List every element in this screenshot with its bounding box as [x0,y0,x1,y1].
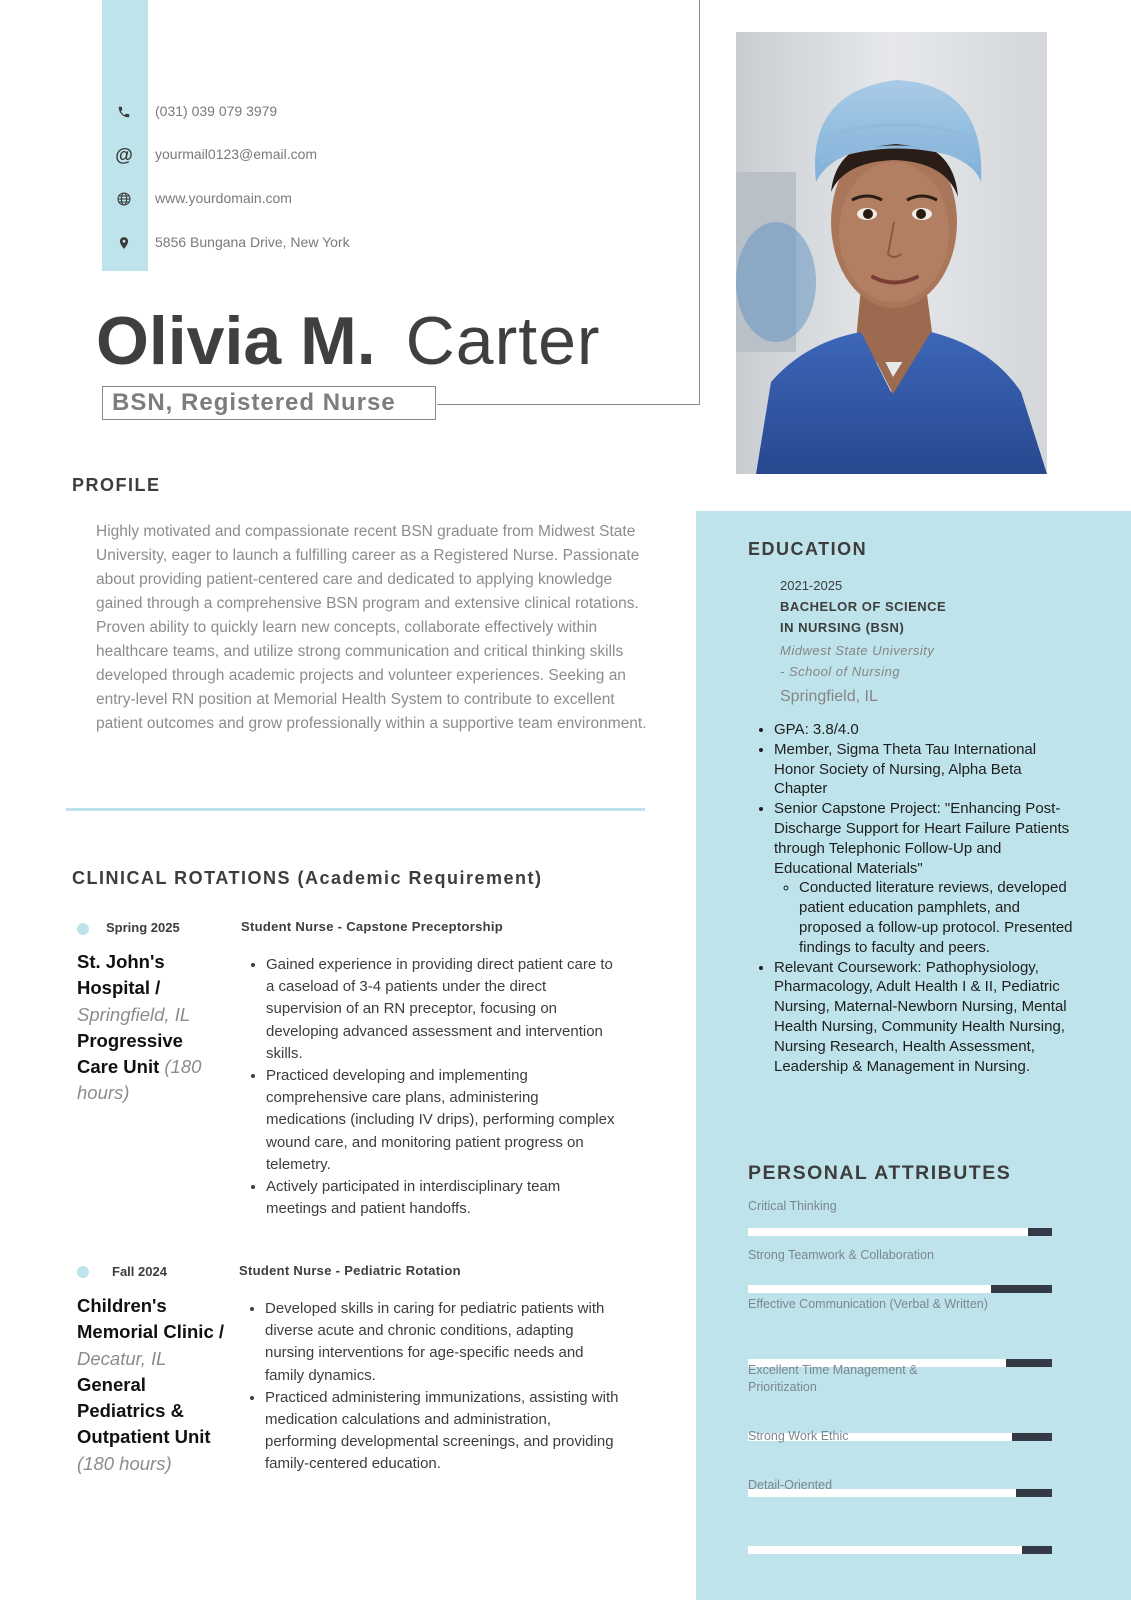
rotation-date: Spring 2025 [106,920,180,935]
education-degree [780,597,946,638]
attribute-item [748,1428,988,1445]
rotation-details [246,954,621,1220]
attribute-bar-fill [1028,1228,1052,1236]
attribute-bar [748,1228,1052,1236]
rotation-bullet: • Practiced developing and implementing comprehensive care plans, administering medications (including IV drips), performing complex wound care, and monitoring patient progress on telemetry. [266,1065,621,1176]
attribute-label: Critical Thinking [748,1199,837,1213]
unit-name: General Pediatrics & Outpatient Unit [77,1373,211,1448]
education-bullet: • GPA: 3.8/4.0 [774,720,1074,740]
attribute-bar-fill [991,1285,1052,1293]
section-divider [66,808,645,811]
attribute-item [748,1247,988,1264]
contact-website [112,187,292,211]
education-years: 2021-2025 [780,578,843,593]
education-sub-bullet: ◦ Conducted literature reviews, developed patient education pamphlets, and proposed a follow-up protocol. Presented findings to faculty and peers. [799,878,1074,957]
facility-name: Children's Memorial Clinic [77,1295,214,1343]
education-school [780,641,934,682]
timeline-dot [77,1266,89,1278]
phone-text: (031) 039 079 3979 [155,103,278,119]
unit-name: Progressive Care Unit [77,1029,183,1078]
first-name: Olivia M. [96,303,376,379]
education-bullet: • Member, Sigma Theta Tau International Honor Society of Nursing, Alpha Beta Chapter [774,740,1074,799]
contact-address [112,231,350,255]
rotation-role: Student Nurse - Pediatric Rotation [239,1263,461,1278]
rotation-bullet: • Actively participated in interdisciplinary team meetings and patient handoffs. [266,1176,621,1220]
attribute-item [748,1296,988,1313]
profile-summary: Highly motivated and compassionate recent BSN graduate from Midwest State University, eager to launch a fulfilling career as a Registered Nurse. Passionate about providing patient-centered care and dedicated to applying knowledge gained through a comprehensive BSN program and extensive clinical rotations. Proven ability to quickly learn new concepts, collaborate effectively within healthcare teams, and utilize strong communication and critical thinking skills developed through academic projects and volunteer experiences. Seeking an entry-level RN position at Memorial Health System to contribute to excellent patient outcomes and grow professionally within a supportive team environment. [96,523,647,732]
attribute-item [748,1477,988,1494]
attribute-item [748,1362,988,1395]
school-line: - School of Nursing [780,663,901,679]
profile-heading: PROFILE [72,475,161,495]
facility-location: Decatur, IL [77,1347,167,1369]
education-details [749,720,1074,1076]
rotation-bullet: • Developed skills in caring for pediatric patients with diverse acute and chronic conditions, adapting nursing interventions for age-specific needs and family dynamics. [265,1298,620,1387]
rotation-hours: (180 hours) [77,1056,202,1104]
attribute-bar [748,1546,1052,1554]
rotation-place [77,1293,232,1477]
website-text[interactable]: www.yourdomain.com [155,190,292,206]
phone-icon [112,100,136,124]
header-frame-line [437,404,700,405]
rotation-details [245,1298,620,1476]
attribute-bar [748,1285,1052,1293]
contact-phone [112,100,278,124]
education-heading: EDUCATION [748,539,868,559]
last-name: Carter [405,303,601,379]
profile-photo [736,32,1047,474]
timeline-dot [77,923,89,935]
address-text: 5856 Bungana Drive, New York [155,234,350,250]
job-title: BSN, Registered Nurse [102,386,436,420]
attribute-bar-fill [1012,1433,1052,1441]
attributes-heading: PERSONAL ATTRIBUTES [748,1162,1012,1184]
globe-icon [112,187,136,211]
attribute-bar-fill [1006,1359,1052,1367]
attribute-bar-fill [1016,1489,1052,1497]
attribute-label: Detail-Oriented [748,1478,833,1492]
education-bullet-group [774,799,1074,957]
attribute-item [748,1198,988,1215]
contact-email [112,143,318,167]
education-bullet: • Relevant Coursework: Pathophysiology, Pharmacology, Adult Health I & II, Pediatric Nursing, Maternal-Newborn Nursing, Mental Health Nursing, Community Health Nursing, Nursing Research, Health Assessment, Leadership & Management in Nursing. [774,958,1074,1077]
rotation-role: Student Nurse - Capstone Preceptorship [241,919,504,934]
attribute-bar-fill [1022,1546,1052,1554]
rotation-date: Fall 2024 [112,1264,167,1279]
at-icon: @ [115,144,133,165]
facility-name: St. John's Hospital / [77,951,165,999]
attribute-label: Effective Communication (Verbal & Written) [748,1297,988,1311]
full-name [96,296,601,386]
rotation-bullet: • Practiced administering immunizations, assisting with medication calculations and administration, performing developmental screenings, and providing family-centered education. [265,1387,620,1476]
facility-separator: / [218,1321,225,1343]
attribute-label: Strong Teamwork & Collaboration [748,1248,934,1262]
location-pin-icon [112,231,136,255]
facility-location: Springfield, IL [77,1003,191,1025]
attribute-label: Strong Work Ethic [748,1429,849,1443]
education-bullet: Senior Capstone Project: "Enhancing Post-Discharge Support for Heart Failure Patients through Telephonic Follow-Up and Educational Materials" [774,800,1070,877]
header-frame-line [699,0,700,405]
degree-line: BACHELOR OF SCIENCE [780,599,947,614]
rotation-hours: (180 hours) [77,1452,172,1474]
rotations-heading: CLINICAL ROTATIONS (Academic Requirement) [72,868,543,888]
degree-line: IN NURSING (BSN) [780,619,905,635]
education-city: Springfield, IL [780,688,878,705]
rotation-place [77,949,227,1107]
rotation-bullet: • Gained experience in providing direct patient care to a caseload of 3-4 patients under the direct supervision of an RN preceptor, focusing on developing advanced assessment and intervention skills. [266,954,621,1065]
attribute-label: Excellent Time Management & Prioritization [748,1363,918,1394]
email-text[interactable]: yourmail0123@email.com [155,146,318,162]
school-line: Midwest State University [780,643,935,658]
